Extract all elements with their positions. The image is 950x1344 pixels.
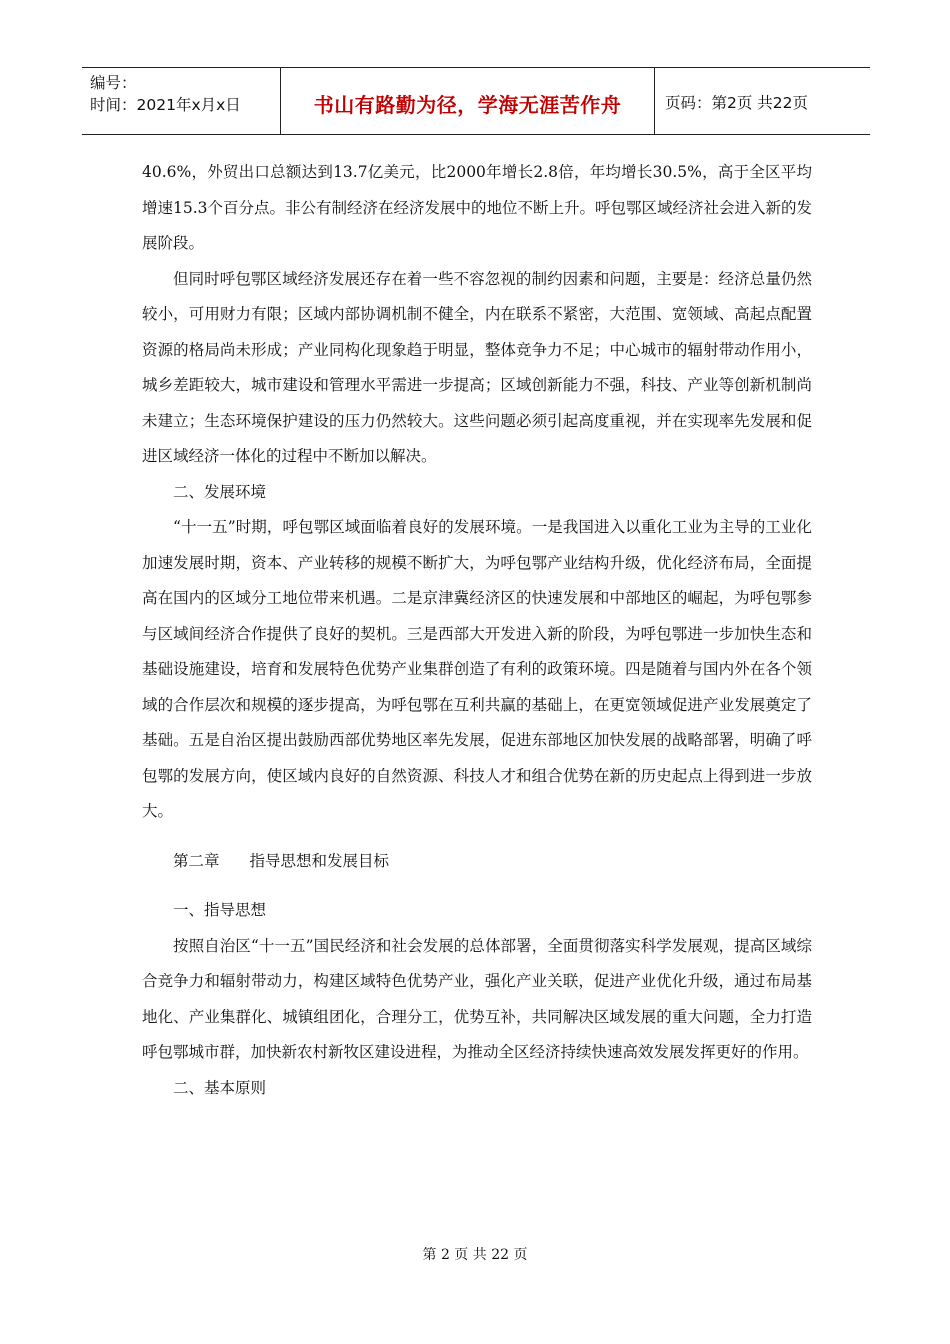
paragraph-guiding-ideology: 按照自治区“十一五”国民经济和社会发展的总体部署，全面贯彻落实科学发展观，提高区域综合竞争力和辐射带动力，构建区域特色优势产业，强化产业关联，促进产业优化升级，通过布局基地化、产业集群化、城镇组团化，合理分工，优势互补，共同解决区域发展的重大问题，全力打造呼包鄂城市群，加快新农村新牧区建设进程，为推动全区经济持续快速高效发展发挥更好的作用。 (142, 936, 812, 1061)
header-motto-cell (280, 68, 655, 134)
paragraph-problems: 但同时呼包鄂区域经济发展还存在着一些不容忽视的制约因素和问题，主要是：经济总量仍然较小，可用财力有限；区域内部协调机制不健全，内在联系不紧密，大范围、宽领域、高起点配置资源的格局尚未形成；产业同构化现象趋于明显，整体竞争力不足；中心城市的辐射带动作用小，城乡差距较大，城市建设和管理水平需进一步提高；区域创新能力不强，科技、产业等创新机制尚未建立；生态环境保护建设的压力仍然较大。这些问题必须引起高度重视，并在实现率先发展和促进区域经济一体化的过程中不断加以解决。 (142, 269, 812, 465)
section-heading-guiding-ideology: 一、指导思想 (173, 901, 267, 919)
document-header (82, 67, 870, 135)
serial-number-label: 编号： (90, 74, 137, 92)
header-left-cell (82, 68, 280, 134)
page-info: 页码：第2页 共22页 (665, 94, 809, 112)
date-label: 时间：2021年x月x日 (90, 96, 241, 114)
chapter-number: 第二章 (173, 851, 220, 870)
chapter-heading (142, 844, 812, 880)
chapter-title: 指导思想和发展目标 (249, 851, 390, 870)
header-page-cell (655, 68, 870, 134)
paragraph-continued: 40.6%，外贸出口总额达到13.7亿美元，比2000年增长2.8倍，年均增长30.5%，高于全区平均增速15.3个百分点。非公有制经济在经济发展中的地位不断上升。呼包鄂区域经济社会进入新的发展阶段。 (142, 163, 813, 252)
page-footer: 第 2 页 共 22 页 (422, 1247, 528, 1263)
section-heading-environment: 二、发展环境 (173, 482, 267, 501)
motto-text: 书山有路勤为径，学海无涯苦作舟 (313, 92, 622, 117)
paragraph-environment: “十一五”时期，呼包鄂区域面临着良好的发展环境。一是我国进入以重化工业为主导的工业化加速发展时期，资本、产业转移的规模不断扩大，为呼包鄂产业结构升级，优化经济布局，全面提高在国内的区域分工地位带来机遇。二是京津冀经济区的快速发展和中部地区的崛起，为呼包鄂参与区域间经济合作提供了良好的契机。三是西部大开发进入新的阶段，为呼包鄂进一步加快生态和基础设施建设，培育和发展特色优势产业集群创造了有利的政策环境。四是随着与国内外在各个领域的合作层次和规模的逐步提高，为呼包鄂在互利共赢的基础上，在更宽领域促进产业发展奠定了基础。五是自治区提出鼓励西部优势地区率先发展，促进东部地区加快发展的战略部署，明确了呼包鄂的发展方向，使区域内良好的自然资源、科技人才和组合优势在新的历史起点上得到进一步放大。 (142, 518, 812, 820)
document-body (142, 155, 812, 1106)
section-heading-principles: 二、基本原则 (173, 1078, 267, 1097)
